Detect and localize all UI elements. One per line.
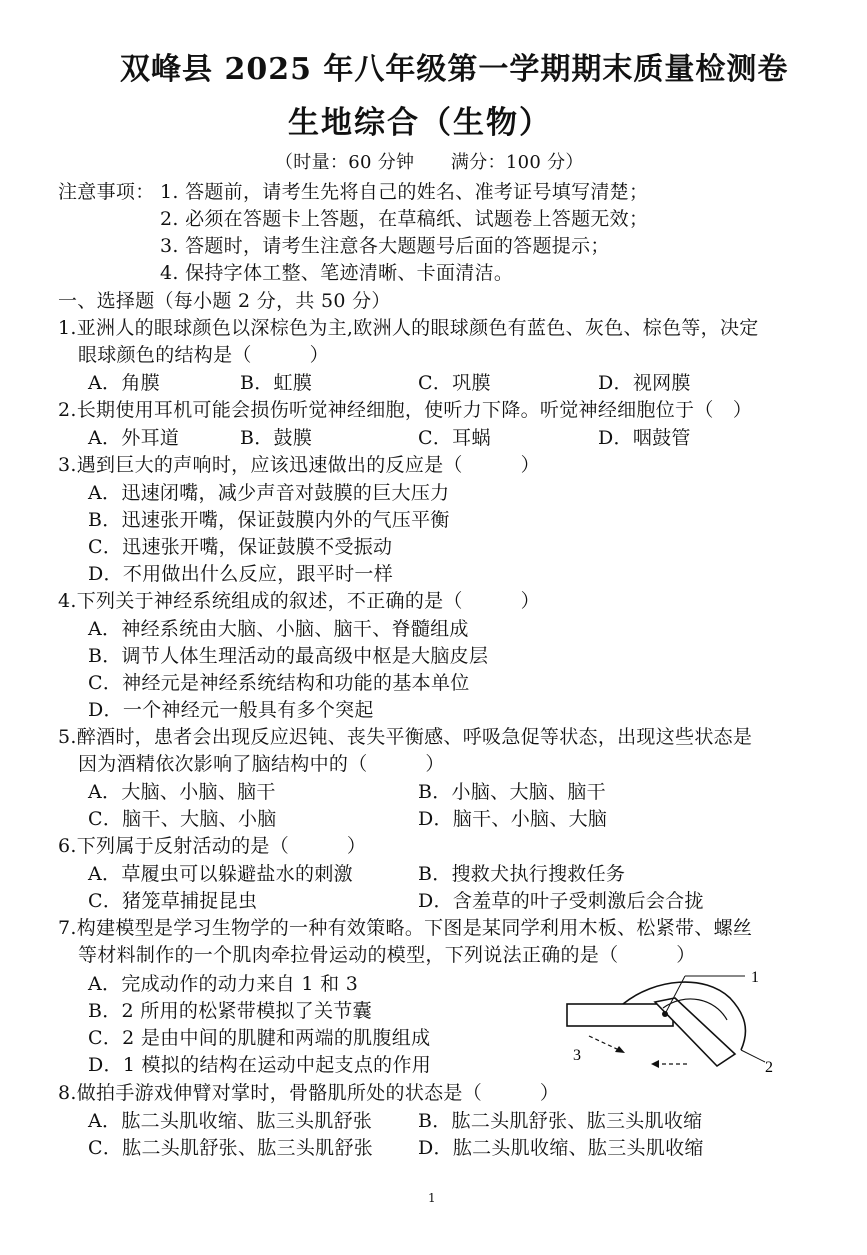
option: A．大脑、小脑、脑干 xyxy=(88,781,276,803)
option: D．不用做出什么反应，跟平时一样 xyxy=(88,563,394,585)
question-stem: 1.亚洲人的眼球颜色以深棕色为主,欧洲人的眼球颜色有蓝色、灰色、棕色等，决定 xyxy=(58,317,759,339)
option: A．角膜 xyxy=(88,372,160,394)
lower-board xyxy=(655,998,735,1066)
section-heading: 一、选择题（每小题 2 分，共 50 分） xyxy=(58,290,391,312)
question-stem: 等材料制作的一个肌肉牵拉骨运动的模型，下列说法正确的是（ ） xyxy=(78,944,696,966)
muscle-bone-model-figure xyxy=(555,968,795,1080)
option: A．迅速闭嘴，减少声音对鼓膜的巨大压力 xyxy=(88,482,450,504)
figure-label: 2 xyxy=(765,1059,773,1076)
question-stem: 8.做拍手游戏伸臂对掌时，骨骼肌所处的状态是（ ） xyxy=(58,1082,560,1104)
option: C．巩膜 xyxy=(418,372,491,394)
option: D．肱二头肌收缩、肱三头肌收缩 xyxy=(418,1137,704,1159)
question-stem: 7.构建模型是学习生物学的一种有效策略。下图是某同学利用木板、松紧带、螺丝 xyxy=(58,917,753,939)
figure-label: 1 xyxy=(751,969,759,986)
option: B．虹膜 xyxy=(240,372,313,394)
notes-label: 注意事项： xyxy=(58,181,155,203)
page-number: 1 xyxy=(428,1191,436,1205)
option: D．含羞草的叶子受刺激后会合拢 xyxy=(418,890,704,912)
option: A．肱二头肌收缩、肱三头肌舒张 xyxy=(88,1110,373,1132)
option: C．脑干、大脑、小脑 xyxy=(88,808,277,830)
question-stem: 5.醉酒时，患者会出现反应迟钝、丧失平衡感、呼吸急促等状态，出现这些状态是 xyxy=(58,726,753,748)
movement-arrow xyxy=(589,1036,619,1050)
option: D．一个神经元一般具有多个突起 xyxy=(88,699,374,721)
option: D．视网膜 xyxy=(598,372,691,394)
question-stem: 3.遇到巨大的声响时，应该迅速做出的反应是（ ） xyxy=(58,454,540,476)
option: C．肱二头肌舒张、肱三头肌舒张 xyxy=(88,1137,374,1159)
option: C．神经元是神经系统结构和功能的基本单位 xyxy=(88,672,470,694)
option: A．神经系统由大脑、小脑、脑干、脊髓组成 xyxy=(88,618,469,640)
figure-label: 3 xyxy=(573,1047,581,1064)
option: B．2 所用的松紧带模拟了关节囊 xyxy=(88,1000,372,1022)
option: A．草履虫可以躲避盐水的刺激 xyxy=(88,863,353,885)
option: B．调节人体生理活动的最高级中枢是大脑皮层 xyxy=(88,645,489,667)
option: B．搜救犬执行搜救任务 xyxy=(418,863,626,885)
leader-line-2 xyxy=(741,1050,765,1062)
question-stem: 因为酒精依次影响了脑结构中的（ ） xyxy=(78,753,445,775)
option: C．2 是由中间的肌腱和两端的肌腹组成 xyxy=(88,1027,431,1049)
notes-item: 3. 答题时，请考生注意各大题题号后面的答题提示； xyxy=(160,235,610,257)
option: B．小脑、大脑、脑干 xyxy=(418,781,606,803)
option: B．迅速张开嘴，保证鼓膜内外的气压平衡 xyxy=(88,509,450,531)
option: B．肱二头肌舒张、肱三头肌收缩 xyxy=(418,1110,703,1132)
question-stem: 眼球颜色的结构是（ ） xyxy=(78,344,329,366)
option: A．外耳道 xyxy=(88,427,180,449)
option: D．1 模拟的结构在运动中起支点的作用 xyxy=(88,1054,432,1076)
option: C．迅速张开嘴，保证鼓膜不受振动 xyxy=(88,536,393,558)
option: A．完成动作的动力来自 1 和 3 xyxy=(88,973,359,995)
exam-subtitle: 生地综合（生物） xyxy=(288,105,552,141)
option: D．咽鼓管 xyxy=(598,427,691,449)
question-stem: 2.长期使用耳机可能会损伤听觉神经细胞，使听力下降。听觉神经细胞位于（ ） xyxy=(58,399,753,421)
option: B．鼓膜 xyxy=(240,427,313,449)
upper-board xyxy=(567,1004,673,1026)
notes-item: 4. 保持字体工整、笔迹清晰、卡面清洁。 xyxy=(160,262,514,284)
exam-meta: （时量：60 分钟 满分：100 分） xyxy=(275,152,584,173)
question-stem: 6.下列属于反射活动的是（ ） xyxy=(58,835,367,857)
option: C．猪笼草捕捉昆虫 xyxy=(88,890,258,912)
option: D．脑干、小脑、大脑 xyxy=(418,808,608,830)
option: C．耳蜗 xyxy=(418,427,491,449)
notes-item: 1. 答题前，请考生先将自己的姓名、准考证号填写清楚； xyxy=(160,181,649,203)
notes-item: 2. 必须在答题卡上答题，在草稿纸、试题卷上答题无效； xyxy=(160,208,649,230)
exam-title: 双峰县 2025 年八年级第一学期期末质量检测卷 xyxy=(120,52,789,87)
question-stem: 4.下列关于神经系统组成的叙述，不正确的是（ ） xyxy=(58,590,540,612)
